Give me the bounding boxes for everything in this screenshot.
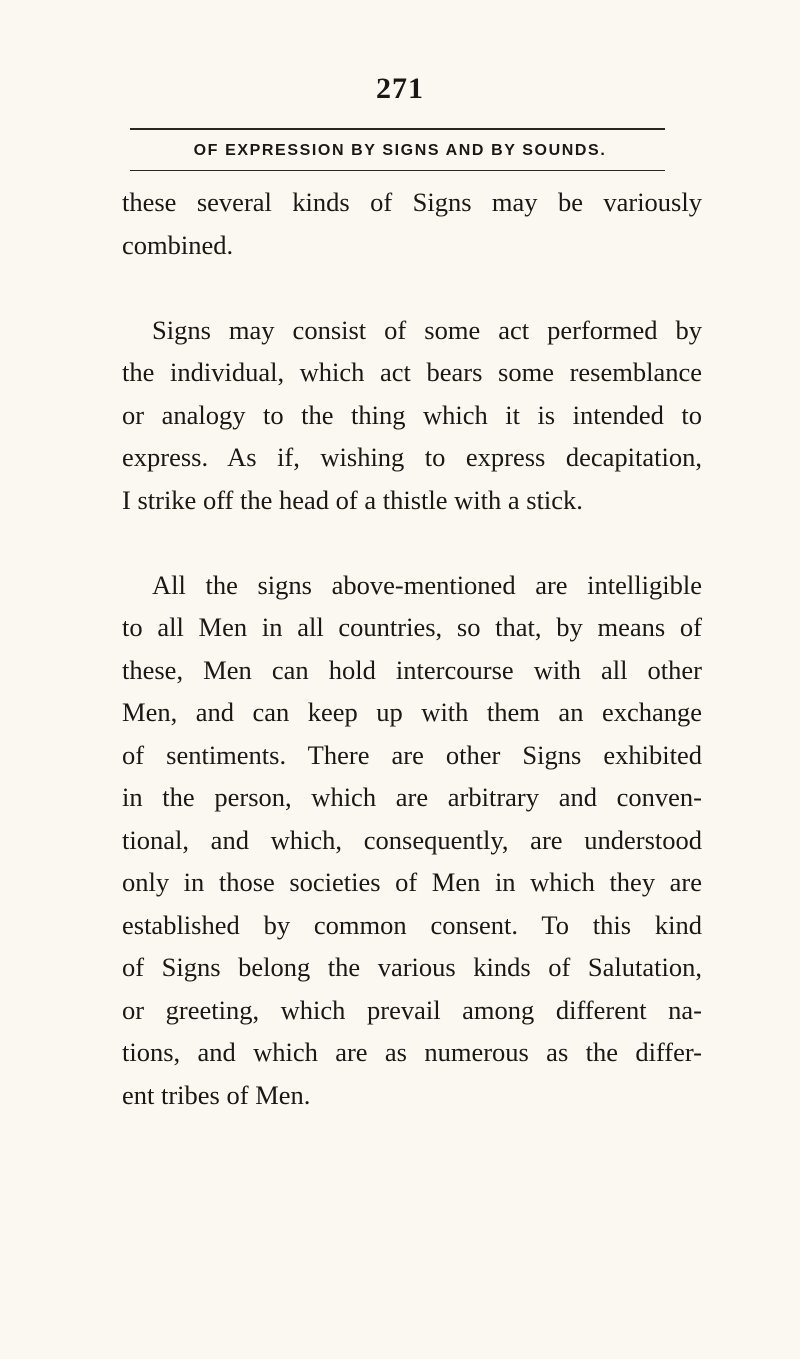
text-line: or greeting, which prevail among different na- (122, 994, 702, 1025)
text-line: combined. (122, 229, 234, 260)
text-line: these several kinds of Signs may be variously (122, 187, 702, 217)
text-line: All the signs above-mentioned are intelligible (152, 569, 702, 600)
text-line: only in those societies of Men in which they are (122, 867, 702, 897)
header-rule-top (130, 128, 665, 130)
text-line: Signs may consist of some act performed by (152, 314, 702, 345)
header-rule-bottom (130, 170, 665, 171)
text-line: ent tribes of Men. (122, 1079, 311, 1110)
paragraph-gap (122, 521, 702, 564)
text-line: of Signs belong the various kinds of Salutation, (122, 952, 702, 982)
text-line: Men, and can keep up with them an exchange (122, 697, 702, 727)
text-line: to all Men in all countries, so that, by means of (122, 612, 702, 642)
text-line: tional, and which, consequently, are understood (122, 824, 702, 855)
paragraph-3 (122, 564, 702, 1117)
paragraph-2 (122, 309, 702, 522)
text-line: the individual, which act bears some resemblance (122, 357, 702, 387)
text-line: established by common consent. To this kind (122, 909, 702, 940)
text-line: express. As if, wishing to express decapitation, (122, 442, 702, 472)
text-line: these, Men can hold intercourse with all other (122, 654, 702, 685)
paragraph-gap (122, 266, 702, 309)
text-line: in the person, which are arbitrary and conven- (122, 782, 702, 812)
page-number: 271 (376, 72, 424, 105)
text-line: of sentiments. There are other Signs exhibited (122, 739, 702, 770)
body-text (122, 181, 702, 1116)
text-line: I strike off the head of a thistle with a stick. (122, 484, 583, 515)
running-title: OF EXPRESSION BY SIGNS AND BY SOUNDS. (193, 142, 607, 159)
text-line: tions, and which are as numerous as the differ- (122, 1037, 702, 1067)
paragraph-1 (122, 181, 702, 266)
text-line: or analogy to the thing which it is intended to (122, 399, 702, 430)
